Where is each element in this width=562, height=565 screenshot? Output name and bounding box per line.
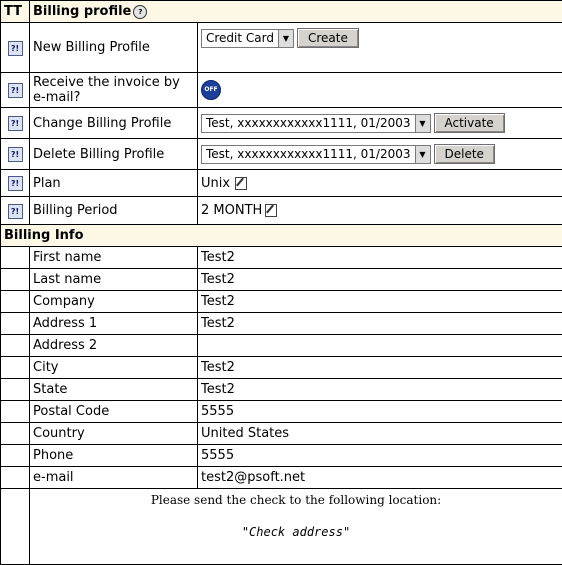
help-icon[interactable]: ?! (8, 204, 23, 219)
billing-period-value: 2 MONTH (201, 203, 263, 218)
header-row (1, 1, 562, 23)
check-row (1, 489, 562, 565)
plan-row (1, 170, 562, 197)
help-circle-icon[interactable]: ? (133, 5, 147, 19)
field-value: Test2 (198, 357, 562, 379)
plan-label: Plan (30, 170, 198, 197)
table-row (1, 379, 562, 401)
field-value: 5555 (198, 445, 562, 467)
table-row (1, 357, 562, 379)
field-label: Address 1 (30, 313, 198, 335)
field-label: Phone (30, 445, 198, 467)
edit-icon[interactable] (235, 177, 247, 190)
plan-value: Unix (201, 175, 231, 191)
table-row (1, 269, 562, 291)
billing-period-label: Billing Period (30, 197, 198, 225)
field-value: Test2 (198, 247, 562, 269)
field-value (198, 335, 562, 357)
field-label: Last name (30, 269, 198, 291)
table-row (1, 291, 562, 313)
new-profile-row (1, 23, 562, 73)
help-icon[interactable]: ?! (8, 83, 23, 98)
change-profile-row (1, 108, 562, 139)
table-row (1, 335, 562, 357)
profile-type-select[interactable]: Credit Card ▼ (201, 29, 294, 48)
field-label: City (30, 357, 198, 379)
table-row (1, 313, 562, 335)
delete-button[interactable]: Delete (434, 144, 495, 164)
field-value: Test2 (198, 269, 562, 291)
new-profile-label: New Billing Profile (30, 23, 198, 73)
delete-profile-label: Delete Billing Profile (30, 139, 198, 170)
billing-info-title: Billing Info (1, 225, 562, 247)
chevron-down-icon: ▼ (415, 146, 430, 163)
field-label: First name (30, 247, 198, 269)
activate-button[interactable]: Activate (434, 113, 505, 133)
delete-profile-select[interactable]: Test, xxxxxxxxxxxx1111, 01/2003 ▼ (201, 145, 431, 164)
help-icon[interactable]: ?! (8, 116, 23, 131)
tt-header: TT (1, 1, 30, 23)
field-label: State (30, 379, 198, 401)
field-label: Company (30, 291, 198, 313)
field-value: Test2 (198, 379, 562, 401)
table-row (1, 247, 562, 269)
field-value: Test2 (198, 291, 562, 313)
change-profile-label: Change Billing Profile (30, 108, 198, 139)
field-value: 5555 (198, 401, 562, 423)
field-value: United States (198, 423, 562, 445)
check-instructions: Please send the check to the following location: (150, 493, 442, 507)
chevron-down-icon: ▼ (415, 115, 430, 132)
field-label: Postal Code (30, 401, 198, 423)
field-label: Address 2 (30, 335, 198, 357)
create-button[interactable]: Create (297, 28, 359, 48)
change-profile-select[interactable]: Test, xxxxxxxxxxxx1111, 01/2003 ▼ (201, 114, 431, 133)
receive-invoice-row (1, 73, 562, 108)
table-row (1, 423, 562, 445)
billing-info-fields (1, 247, 562, 489)
table-row (1, 445, 562, 467)
table-row (1, 401, 562, 423)
field-label: e-mail (30, 467, 198, 489)
help-icon[interactable]: ?! (8, 176, 23, 191)
field-value: test2@psoft.net (198, 467, 562, 489)
edit-icon[interactable] (265, 204, 277, 217)
help-icon[interactable]: ?! (8, 147, 23, 162)
section-title: Billing profile (33, 4, 132, 19)
billing-period-row (1, 197, 562, 225)
billing-info-header-row (1, 225, 562, 247)
field-label: Country (30, 423, 198, 445)
chevron-down-icon: ▼ (278, 30, 293, 47)
table-row (1, 467, 562, 489)
field-value: Test2 (198, 313, 562, 335)
toggle-off-icon[interactable]: OFF (201, 80, 221, 100)
receive-invoice-label: Receive the invoice by e-mail? (30, 73, 198, 108)
check-address: "Check address" (241, 525, 351, 539)
help-icon[interactable]: ?! (8, 41, 23, 56)
delete-profile-row (1, 139, 562, 170)
